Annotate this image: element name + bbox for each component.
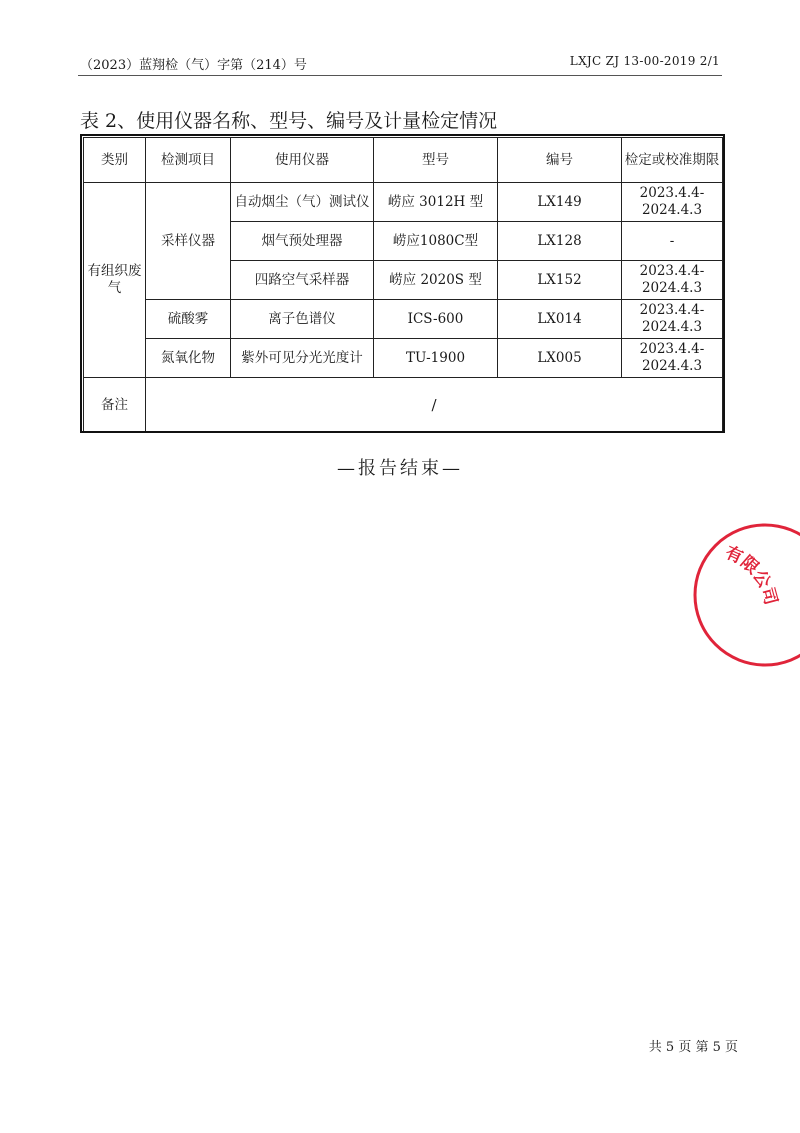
instrument-cell: 自动烟尘（气）测试仪 [231, 183, 374, 222]
model-cell: TU-1900 [374, 339, 498, 378]
number-cell: LX005 [498, 339, 622, 378]
header-category: 类别 [84, 138, 146, 183]
page-footer: 共 5 页 第 5 页 [648, 1040, 738, 1055]
seal-text: 有限公司 [722, 542, 781, 608]
document-code: LXJC ZJ 13-00-2019 2/1 [569, 54, 720, 68]
number-cell: LX128 [498, 222, 622, 261]
model-cell: ICS-600 [374, 300, 498, 339]
number-cell: LX149 [498, 183, 622, 222]
instrument-cell: 紫外可见分光光度计 [231, 339, 374, 378]
instrument-cell: 四路空气采样器 [231, 261, 374, 300]
model-cell: 崂应1080C型 [374, 222, 498, 261]
table-row [84, 300, 723, 339]
header-model: 型号 [374, 138, 498, 183]
instrument-cell: 烟气预处理器 [231, 222, 374, 261]
header-item: 检测项目 [146, 138, 231, 183]
number-cell: LX152 [498, 261, 622, 300]
item-cell: 氮氧化物 [146, 339, 231, 378]
table-row [84, 183, 723, 222]
report-number: （2023）蓝翔检（气）字第（214）号 [80, 58, 307, 73]
number-cell: LX014 [498, 300, 622, 339]
table-title: 表 2、使用仪器名称、型号、编号及计量检定情况 [80, 110, 498, 132]
model-cell: 崂应 3012H 型 [374, 183, 498, 222]
header-instrument: 使用仪器 [231, 138, 374, 183]
instrument-table [83, 137, 723, 433]
report-end-mark: —报告结束— [337, 458, 463, 479]
sampling-item-cell: 采样仪器 [146, 183, 231, 300]
period-cell: 2023.4.4-2024.4.3 [622, 183, 723, 222]
header-divider [78, 75, 722, 76]
table-row [84, 339, 723, 378]
period-cell: - [622, 222, 723, 261]
period-cell: 2023.4.4-2024.4.3 [622, 300, 723, 339]
remarks-row [84, 378, 723, 433]
period-cell: 2023.4.4-2024.4.3 [622, 339, 723, 378]
header-number: 编号 [498, 138, 622, 183]
period-cell: 2023.4.4-2024.4.3 [622, 261, 723, 300]
item-cell: 硫酸雾 [146, 300, 231, 339]
svg-text:有限公司 [722, 542, 781, 607]
header-period: 检定或校准期限 [622, 138, 723, 183]
remarks-value: / [146, 378, 723, 433]
model-cell: 崂应 2020S 型 [374, 261, 498, 300]
category-cell: 有组织废气 [84, 183, 146, 378]
remarks-label: 备注 [84, 378, 146, 433]
company-seal [690, 520, 800, 670]
table-header-row [84, 138, 723, 183]
instrument-cell: 离子色谱仪 [231, 300, 374, 339]
